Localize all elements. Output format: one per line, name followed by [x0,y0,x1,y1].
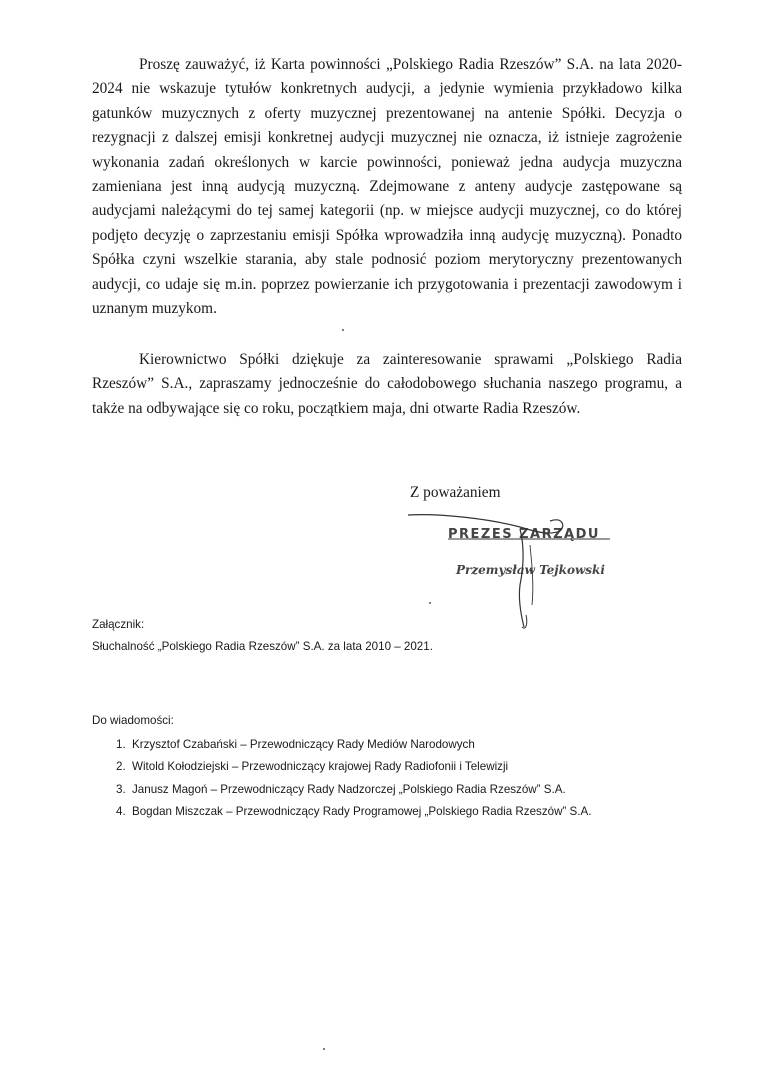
list-item [92,756,591,778]
attachment-section [92,614,433,658]
attachment-label: Załącznik: [92,618,145,631]
recipient-list [92,734,591,823]
scan-speck [323,1048,325,1050]
list-number: 4. [116,804,126,818]
recipient-text: Krzysztof Czabański – Przewodniczący Rady Mediów Narodowych [132,738,475,751]
recipient-text: Bogdan Miszczak – Przewodniczący Rady Programowej „Polskiego Radia Rzeszów” S.A. [132,804,592,818]
stamp-title: PREZES ZARZĄDU [448,527,600,542]
stamp-name: Przemysław Tejkowski [456,563,605,577]
recipient-text: Witold Kołodziejski – Przewodniczący krajowej Rady Radiofonii i Telewizji [132,760,509,774]
list-item [92,734,591,756]
list-item [92,801,591,823]
recipient-text: Janusz Magoń – Przewodniczący Rady Nadzorczej „Polskiego Radia Rzeszów” S.A. [132,782,566,796]
list-number: 1. [116,738,126,751]
signature-stamp [400,505,630,635]
handwritten-signature [400,505,630,635]
list-number: 3. [116,782,126,796]
body-paragraph-2: Kierownictwo Spółki dziękuje za zainteresowanie sprawami „Polskiego Radia Rzeszów” S.A., zapraszamy jednocześnie do całodobowego słuchania naszego programu, a także na odbywające się co roku, początkiem maja, dni otwarte Radia Rzeszów. [92,351,682,417]
distribution-heading: Do wiadomości: [92,714,174,727]
scan-speck [342,329,344,331]
distribution-section [92,712,591,823]
scan-speck [429,602,431,604]
closing-salutation: Z poważaniem [410,484,501,501]
list-item [92,779,591,801]
list-number: 2. [116,760,126,774]
attachment-item: Słuchalność „Polskiego Radia Rzeszów” S.A. za lata 2010 – 2021. [92,640,433,653]
body-paragraph-1: Proszę zauważyć, iż Karta powinności „Polskiego Radia Rzeszów” S.A. na lata 2020-2024 nie wskazuje tytułów konkretnych audycji, a jedynie wymienia przykładowo kilka gatunków muzycznych z oferty muzycznej prezentowanej na antenie Spółki. Decyzja o rezygnacji z dalszej emisji konkretnej audycji muzycznej nie oznacza, iż istnieje zagrożenie wykonania zadań określonych w karcie powinności, ponieważ jedna audycja muzyczna zamieniana jest inną audycją muzyczną. Zdejmowane z anteny audycje zastępowane są audycjami należącymi do tej samej kategorii (np. w miejsce audycji muzycznej, co do której podjęto decyzję o zaprzestaniu emisji Spółka wprowadziła inną audycję muzyczną). Ponadto Spółka czyni wszelkie starania, aby stale podnosić poziom merytoryczny prezentowanych audycji, co udaje się m.in. poprzez powierzanie ich przygotowania i prezentacji zawodowym i uznanym muzykom. [92,56,682,318]
